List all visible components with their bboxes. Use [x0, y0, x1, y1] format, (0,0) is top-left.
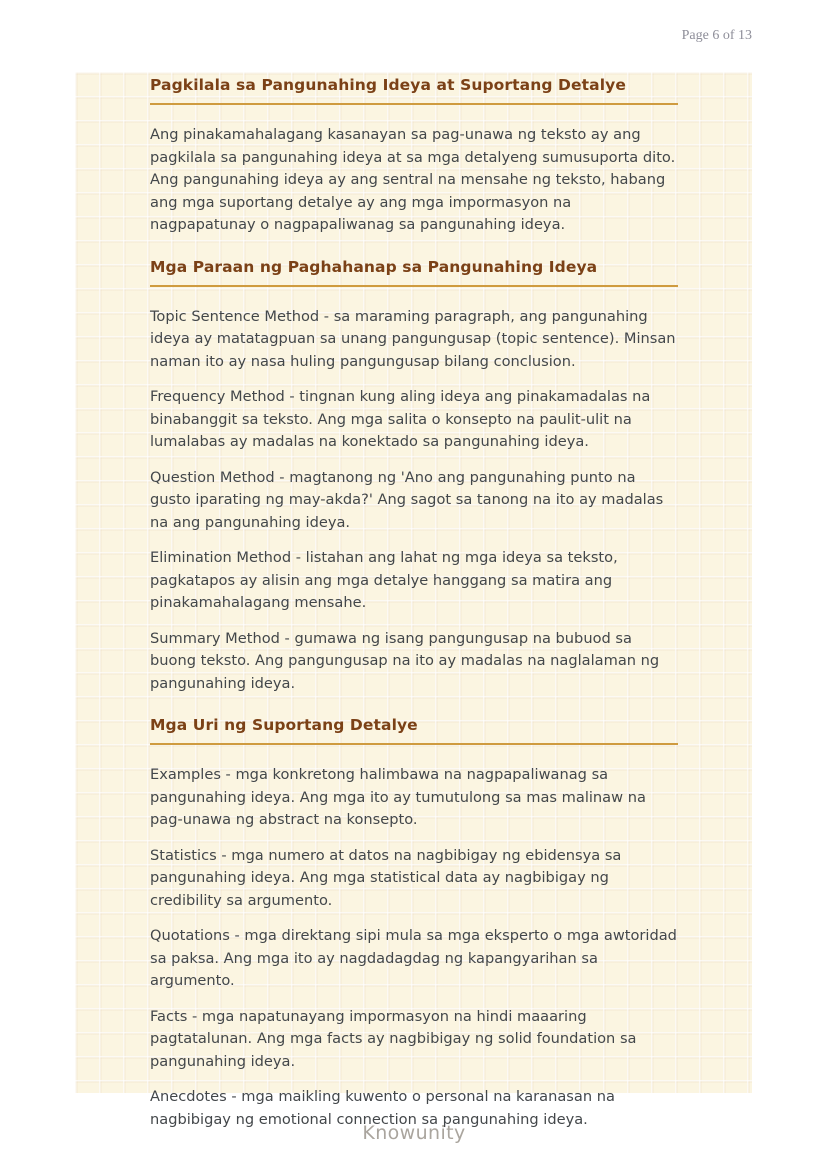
section-heading: Mga Paraan ng Paghahanap sa Pangunahing Ideya	[150, 259, 678, 287]
section-heading: Pagkilala sa Pangunahing Ideya at Suportang Detalye	[150, 77, 678, 105]
paragraph: Statistics - mga numero at datos na nagbibigay ng ebidensya sa pangunahing ideya. Ang mga statistical data ay nagbibigay ng credibility sa argumento.	[150, 846, 622, 909]
page-indicator: Page 6 of 13	[681, 28, 752, 43]
paragraph: Question Method - magtanong ng 'Ano ang pangunahing punto na gusto iparating ng may-akda?' Ang sagot sa tanong na ito ay madalas na ang pangunahing ideya.	[150, 468, 664, 531]
paragraph: Examples - mga konkretong halimbawa na nagpapaliwanag sa pangunahing ideya. Ang mga ito ay tumutulong sa mas malinaw na pag-unawa ng abstract na konsepto.	[150, 766, 646, 828]
paragraph: Summary Method - gumawa ng isang pangungusap na bubuod sa buong teksto. Ang pangungusap na ito ay madalas na naglalaman ng pangunahing ideya.	[150, 629, 660, 692]
paragraph: Elimination Method - listahan ang lahat ng mga ideya sa teksto, pagkatapos ay alisin ang mga detalye hanggang sa matira ang pinakamahalagang mensahe.	[150, 549, 618, 611]
document-content	[150, 77, 678, 1131]
paragraph: Frequency Method - tingnan kung aling ideya ang pinakamadalas na binabanggit sa teksto. Ang mga salita o konsepto na paulit-ulit na lumalabas ay madalas na konektado sa pangunahing ideya.	[150, 388, 651, 450]
document-section	[150, 77, 678, 237]
paragraph: Topic Sentence Method - sa maraming paragraph, ang pangunahing ideya ay matatagpuan sa unang pangungusap (topic sentence). Minsan naman ito ay nasa huling pangungusap bilang conclusion.	[150, 307, 676, 370]
paragraph: Anecdotes - mga maikling kuwento o personal na karanasan na nagbibigay ng emotional connection sa pangunahing ideya.	[150, 1088, 615, 1128]
paragraph: Ang pinakamahalagang kasanayan sa pag-unawa ng teksto ay ang pagkilala sa pangunahing ideya at sa mga detalyeng sumusuporta dito. Ang pangunahing ideya ay ang sentral na mensahe ng teksto, habang ang mga suportang detalye ay ang mga impormasyon na nagpapatunay o nagpapaliwanag sa pangunahing ideya.	[150, 126, 676, 233]
document-section	[150, 259, 678, 696]
paragraph: Quotations - mga direktang sipi mula sa mga eksperto o mga awtoridad sa paksa. Ang mga ito ay nagdadagdag ng kapangyarihan sa argumento.	[150, 927, 677, 989]
section-heading: Mga Uri ng Suportang Detalye	[150, 717, 678, 745]
brand-footer: Knowunity	[362, 1122, 466, 1144]
document-sheet	[75, 72, 752, 1128]
paragraph: Facts - mga napatunayang impormasyon na hindi maaaring pagtatalunan. Ang mga facts ay nagbibigay ng solid foundation sa pangunahing ideya.	[150, 1007, 637, 1070]
document-section	[150, 717, 678, 1131]
